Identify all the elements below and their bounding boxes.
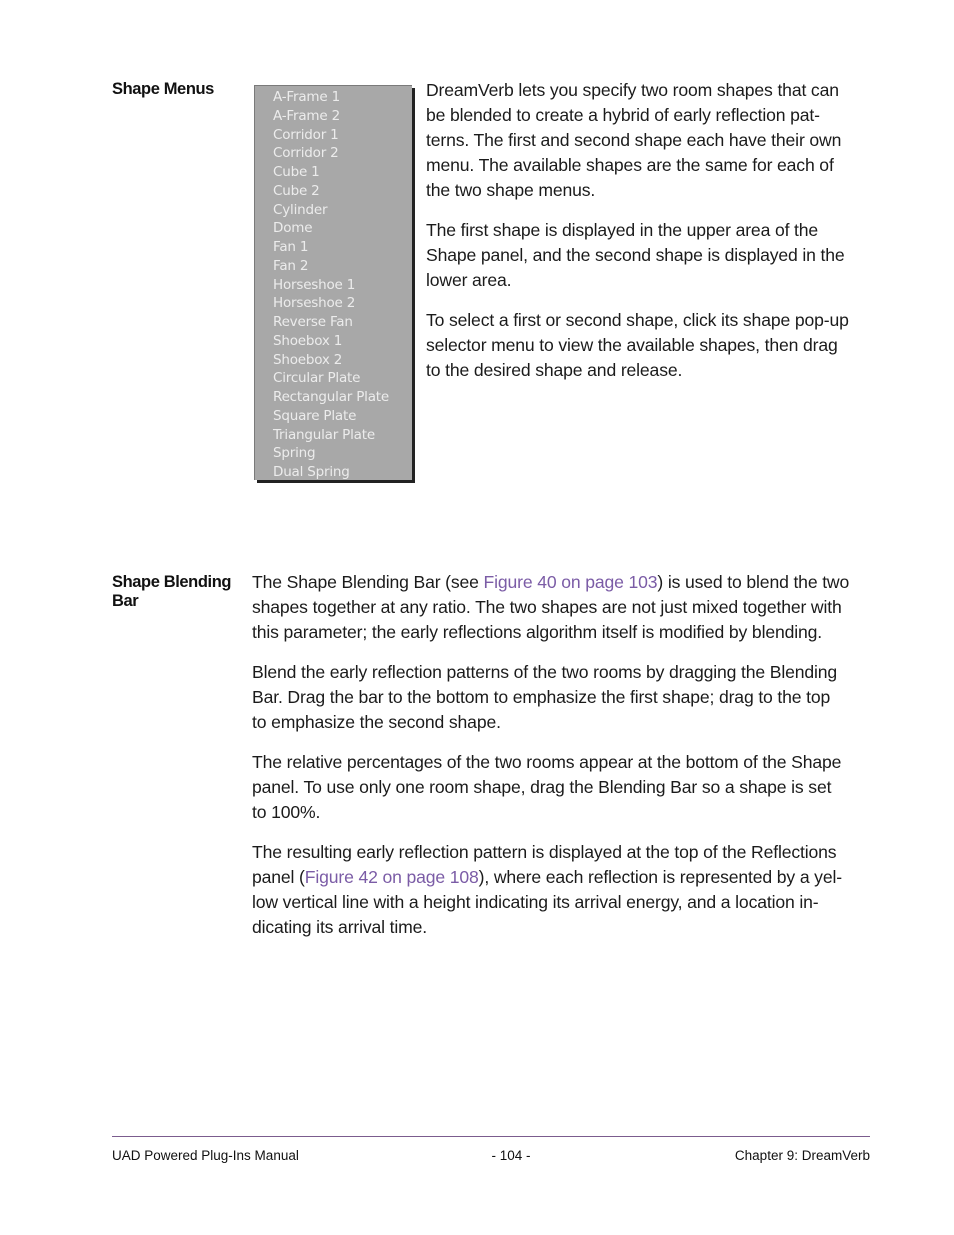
menu-item: Fan 2: [273, 257, 309, 274]
menu-item: Shoebox 1: [273, 332, 343, 349]
menu-item: Rectangular Plate: [273, 389, 389, 405]
paragraph: Blend the early reflection patterns of the two rooms by dragging the Blending Bar. Drag the bar to the bottom to emphasize the first shape; drag to the top to emphasize the second shape.: [252, 662, 838, 732]
shape-blending-text: [252, 570, 882, 955]
footer-divider: [112, 1136, 870, 1137]
paragraph: To select a first or second shape, click its shape pop-up selector menu to view the available shapes, then drag to the desired shape and release.: [426, 310, 849, 380]
paragraph: The resulting early reflection pattern is displayed at the top of the Reflections panel (Figure 42 on page 108), where each reflection is represented by a yel- low vertical line with a height indicating its arrival energy, and a location in- dicating its arrival time.: [252, 842, 842, 937]
section-heading-shape-menus: Shape Menus: [112, 80, 214, 98]
section-heading-shape-blending-bar: Shape Blending Bar: [112, 573, 232, 610]
paragraph: The relative percentages of the two rooms appear at the bottom of the Shape panel. To use only one room shape, drag the Blending Bar so a shape is set to 100%.: [252, 752, 842, 822]
menu-item: Horseshoe 2: [273, 295, 356, 312]
menu-item: Corridor 2: [273, 145, 339, 162]
menu-item: Dual Spring: [273, 464, 350, 480]
paragraph: DreamVerb lets you specify two room shapes that can be blended to create a hybrid of early reflection pat- terns. The first and second shape each have their own menu. The available shapes are the same for each of the two shape menus.: [426, 80, 842, 200]
menu-item: Square Plate: [273, 407, 357, 424]
footer-manual-title: UAD Powered Plug-Ins Manual: [112, 1148, 299, 1163]
shape-menu-image: [254, 85, 412, 480]
menu-item: Horseshoe 1: [273, 276, 356, 293]
footer-chapter: Chapter 9: DreamVerb: [734, 1148, 870, 1163]
menu-item: Shoebox 2: [273, 351, 343, 368]
paragraph: The Shape Blending Bar (see Figure 40 on page 103) is used to blend the two shapes together at any ratio. The two shapes are not just mixed together with this parameter; the early reflections algorithm itself is modified by blending.: [252, 572, 850, 642]
shape-menu-list: [255, 86, 412, 482]
menu-item: Corridor 1: [273, 126, 339, 143]
menu-item: Fan 1: [273, 239, 309, 255]
link-figure-40[interactable]: Figure 40 on page 103: [483, 572, 658, 592]
menu-item: Circular Plate: [273, 370, 361, 387]
link-figure-42[interactable]: Figure 42 on page 108: [304, 867, 479, 887]
menu-item: Reverse Fan: [273, 314, 353, 330]
menu-item: Cylinder: [273, 201, 328, 218]
menu-item: Triangular Plate: [273, 426, 375, 443]
paragraph: The first shape is displayed in the upper area of the Shape panel, and the second shape is displayed in the lower area.: [426, 220, 845, 290]
menu-item: Spring: [273, 445, 316, 462]
menu-item: Cube 2: [273, 182, 320, 199]
menu-item: A-Frame 2: [273, 107, 340, 124]
shape-menus-text: [426, 78, 876, 398]
footer-page-number: - 104 -: [491, 1148, 531, 1163]
menu-item: Cube 1: [273, 164, 320, 180]
menu-item: A-Frame 1: [273, 89, 340, 105]
menu-item: Dome: [273, 220, 313, 237]
